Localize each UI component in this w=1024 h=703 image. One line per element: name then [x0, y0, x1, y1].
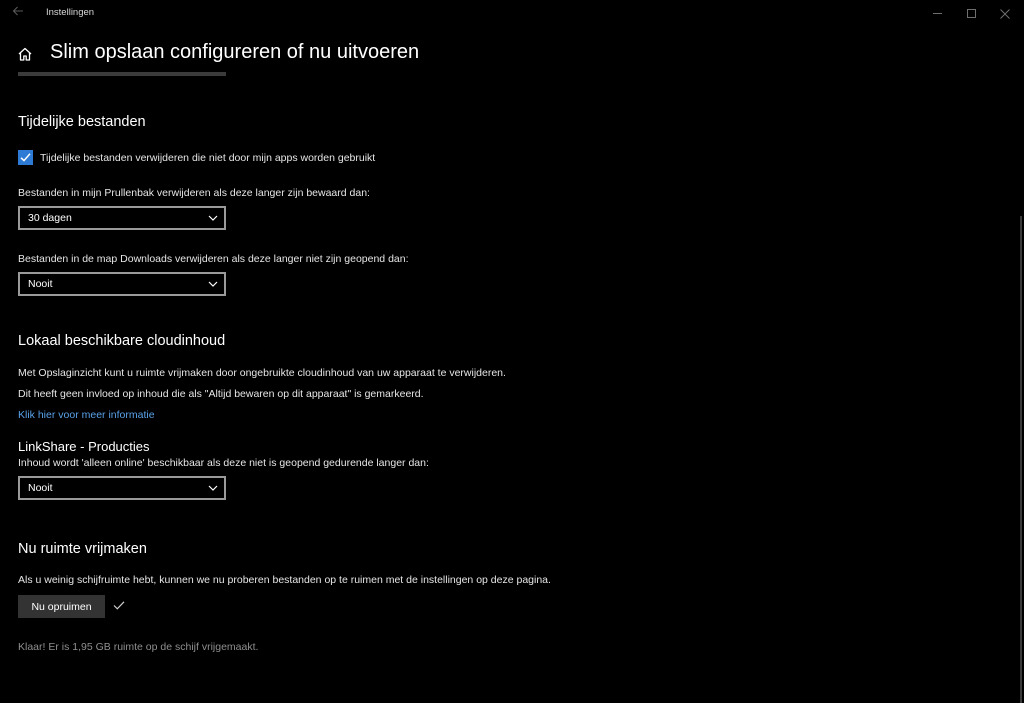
chevron-down-icon [208, 214, 218, 222]
checkmark-icon [113, 600, 125, 611]
section-heading-free-now: Nu ruimte vrijmaken [18, 541, 147, 557]
back-arrow-icon[interactable] [10, 5, 26, 21]
cloud-account-title: LinkShare - Producties [18, 439, 150, 454]
clean-now-button[interactable]: Nu opruimen [18, 595, 105, 618]
page-title: Slim opslaan configureren of nu uitvoeren [50, 41, 420, 63]
recycle-bin-label: Bestanden in mijn Prullenbak verwijderen als deze langer zijn bewaard dan: [18, 187, 370, 199]
scrollbar[interactable] [1020, 216, 1022, 703]
cloud-online-only-value: Nooit [28, 482, 53, 494]
close-icon[interactable] [988, 0, 1022, 27]
downloads-value: Nooit [28, 278, 53, 290]
chevron-down-icon [208, 280, 218, 288]
checkmark-icon [20, 152, 31, 163]
downloads-label: Bestanden in de map Downloads verwijderen als deze langer niet zijn geopend dan: [18, 253, 409, 265]
free-now-description: Als u weinig schijfruimte hebt, kunnen we nu proberen bestanden op te ruimen met de instellingen op deze pagina. [18, 574, 551, 586]
cloud-account-label: Inhoud wordt 'alleen online' beschikbaar als deze niet is geopend gedurende langer dan: [18, 457, 429, 469]
recycle-bin-value: 30 dagen [28, 212, 72, 224]
title-bar [0, 0, 1024, 27]
title-underline [18, 72, 226, 76]
downloads-dropdown[interactable] [18, 272, 226, 296]
temp-files-checkbox-label[interactable]: Tijdelijke bestanden verwijderen die niet door mijn apps worden gebruikt [40, 152, 376, 164]
more-info-link[interactable]: Klik hier voor meer informatie [18, 409, 155, 421]
section-heading-temp-files: Tijdelijke bestanden [18, 114, 146, 130]
home-icon[interactable] [17, 46, 33, 62]
chevron-down-icon [208, 484, 218, 492]
recycle-bin-dropdown[interactable] [18, 206, 226, 230]
window-title: Instellingen [46, 7, 95, 18]
cleanup-status-text: Klaar! Er is 1,95 GB ruimte op de schijf vrijgemaakt. [18, 641, 259, 653]
cloud-online-only-dropdown[interactable] [18, 476, 226, 500]
cloud-description-1: Met Opslaginzicht kunt u ruimte vrijmaken door ongebruikte cloudinhoud van uw apparaat te verwijderen. [18, 367, 506, 379]
temp-files-checkbox[interactable] [18, 150, 33, 165]
minimize-icon[interactable] [920, 0, 954, 27]
section-heading-cloud: Lokaal beschikbare cloudinhoud [18, 333, 226, 349]
maximize-icon[interactable] [954, 0, 988, 27]
cloud-description-2: Dit heeft geen invloed op inhoud die als "Altijd bewaren op dit apparaat" is gemarkeerd. [18, 388, 424, 400]
